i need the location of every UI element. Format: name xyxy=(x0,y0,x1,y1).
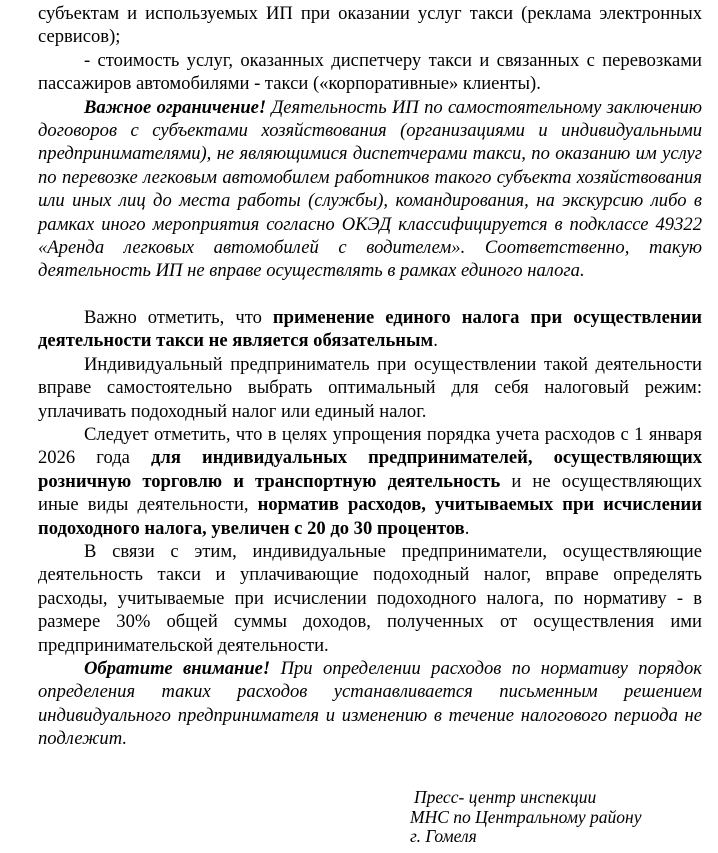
signature-line: г. Гомеля xyxy=(410,826,477,846)
paragraph-mid: и не осуществляющих иные виды деятельности, xyxy=(38,470,702,516)
paragraph-emphasis: применение единого налога при осуществлении деятельности такси не является обязательным xyxy=(38,306,702,352)
paragraph-advertising xyxy=(38,2,702,49)
paragraph-attention xyxy=(38,657,702,751)
paragraph-tail: . xyxy=(464,517,470,539)
paragraph-dispatcher-services xyxy=(38,49,702,96)
signature-block xyxy=(410,788,641,847)
paragraph-text: Деятельность ИП по самостоятельному заключению договоров с субъектами хозяйствования (организациями и индивидуальными предпринимателями), не являющимися диспетчерами такси, по оказанию им услуг по перевозке легковым автомобилем работников такого субъекта хозяйствования или иных лиц до места работы (службы), командирования, на экскурсию либо в рамках иного мероприятия согласно ОКЭД классифицируется в подклассе 49322 «Аренда легковых автомобилей с водителем». Соответственно, такую деятельность ИП не вправе осуществлять в рамках единого налога. xyxy=(38,96,702,282)
paragraph-text: Индивидуальный предприниматель при осуществлении такой деятельности вправе самостоятельно выбрать оптимальный для себя налоговый режим: уплачивать подоходный налог или единый налог. xyxy=(38,353,702,422)
paragraph-important-restriction xyxy=(38,96,702,283)
paragraph-text: В связи с этим, индивидуальные предприниматели, осуществляющие деятельность такси и уплачивающие подоходный налог, вправе определять расходы, учитываемые при исчислении подоходного налога, по нормативу - в размере 30% общей суммы доходов, полученных от осуществления ими предпринимательской деятельности. xyxy=(38,540,702,656)
signature-line: МНС по Центральному району xyxy=(410,806,642,827)
signature-line: Пресс- центр инспекции xyxy=(414,787,597,807)
paragraph-text: При определении расходов по нормативу порядок определения таких расходов устанавливается письменным решением индивидуального предпринимателя и изменению в течение налогового периода не подлежит. xyxy=(38,657,702,750)
paragraph-text: - стоимость услуг, оказанных диспетчеру такси и связанных с перевозками пассажиров автомобилями - такси («корпоративные» клиенты). xyxy=(38,49,702,95)
paragraph-tail: . xyxy=(433,330,438,352)
document-body xyxy=(38,2,702,751)
paragraph-tax-regime-choice xyxy=(38,353,702,423)
paragraph-single-tax-optional xyxy=(38,306,702,353)
paragraph-lead: Следует отметить, что в целях упрощения порядка учета расходов с 1 января 2026 года xyxy=(38,423,702,469)
important-restriction-label: Важное ограничение! xyxy=(84,96,267,118)
attention-label: Обратите внимание! xyxy=(84,657,271,679)
paragraph-taxi-expenses xyxy=(38,540,702,657)
paragraph-lead: Важно отметить, что xyxy=(84,306,273,328)
paragraph-emphasis-norm: норматив расходов, учитываемых при исчислении подоходного налога, увеличен с 20 до 30 процентов xyxy=(38,494,702,539)
paragraph-emphasis-entrepreneurs: для индивидуальных предпринимателей, осуществляющих розничную торговлю и транспортную деятельность xyxy=(38,447,703,492)
paragraph-expense-norm xyxy=(38,423,702,540)
paragraph-text: субъектам и используемых ИП при оказании услуг такси (реклама электронных сервисов); xyxy=(38,3,702,48)
